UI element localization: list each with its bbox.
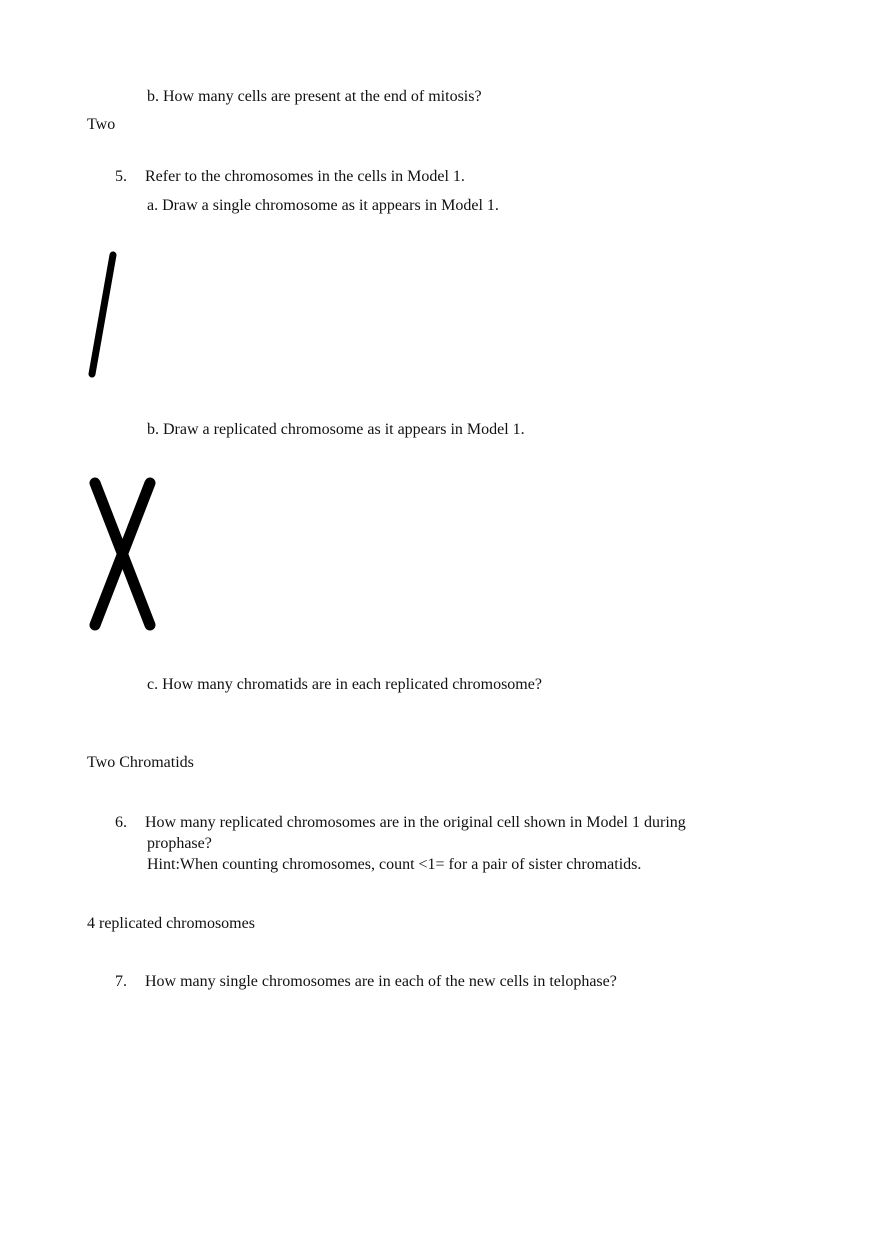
q7-prompt: How many single chromosomes are in each of the new cells in telophase? bbox=[145, 973, 617, 990]
q4-part-b-prompt: b. How many cells are present at the end of mitosis? bbox=[147, 88, 482, 105]
q7-prompt-line bbox=[115, 972, 617, 992]
q6-answer: 4 replicated chromosomes bbox=[87, 915, 255, 932]
q5-prompt: Refer to the chromosomes in the cells in Model 1. bbox=[145, 168, 465, 185]
q5-number: 5. bbox=[115, 168, 127, 185]
single-chromosome-stroke bbox=[92, 255, 113, 374]
q6-prompt-line bbox=[115, 813, 686, 833]
q7-number: 7. bbox=[115, 973, 127, 990]
q5-part-c-prompt: c. How many chromatids are in each replicated chromosome? bbox=[147, 676, 542, 693]
q4-part-b-answer: Two bbox=[87, 116, 116, 133]
q6-hint: Hint:When counting chromosomes, count <1= for a pair of sister chromatids. bbox=[147, 856, 642, 873]
q5-prompt-line bbox=[115, 167, 465, 187]
single-chromosome-drawing bbox=[84, 250, 124, 380]
replicated-chromosome-drawing bbox=[84, 474, 164, 634]
q6-prompt-line2: prophase? bbox=[147, 835, 212, 852]
q6-number: 6. bbox=[115, 814, 127, 831]
q5-part-a-prompt: a. Draw a single chromosome as it appears in Model 1. bbox=[147, 197, 499, 214]
q5-part-c-answer: Two Chromatids bbox=[87, 754, 194, 771]
q6-prompt-line1: How many replicated chromosomes are in the original cell shown in Model 1 during bbox=[145, 814, 686, 831]
q5-part-b-prompt: b. Draw a replicated chromosome as it appears in Model 1. bbox=[147, 421, 525, 438]
